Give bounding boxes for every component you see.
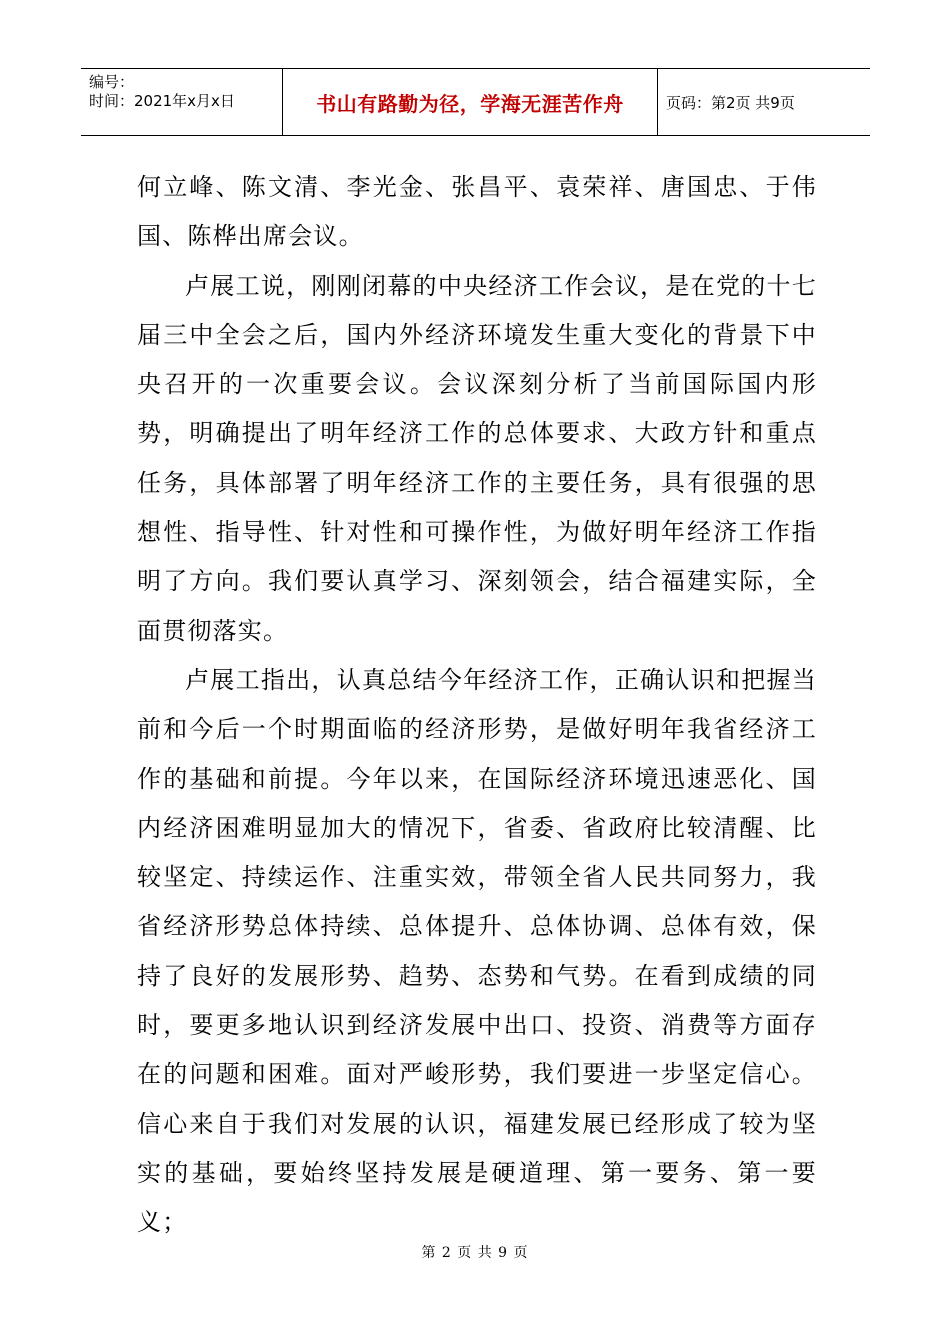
paragraph: 卢展工说，刚刚闭幕的中央经济工作会议，是在党的十七届三中全会之后，国内外经济环境发生重大变化的背景下中央召开的一次重要会议。会议深刻分析了当前国际国内形势，明确提出了明年经济工作的总体要求、大政方针和重点任务，具体部署了明年经济工作的主要任务，具有很强的思想性、指导性、针对性和可操作性，为做好明年经济工作指明了方向。我们要认真学习、深刻领会，结合福建实际，全面贯彻落实。 bbox=[137, 271, 817, 645]
paragraph-continuation: 何立峰、陈文清、李光金、张昌平、袁荣祥、唐国忠、于伟国、陈桦出席会议。 bbox=[137, 173, 817, 251]
document-body bbox=[137, 163, 817, 1248]
header-page-info: 页码：第2页 共9页 bbox=[666, 93, 795, 112]
paragraph: 卢展工指出，认真总结今年经济工作，正确认识和把握当前和今后一个时期面临的经济形势，是做好明年我省经济工作的基础和前提。今年以来，在国际经济环境迅速恶化、国内经济困难明显加大的情况下，省委、省政府比较清醒、比较坚定、持续运作、注重实效，带领全省人民共同努力，我省经济形势总体持续、总体提升、总体协调、总体有效，保持了良好的发展形势、趋势、态势和气势。在看到成绩的同时，要更多地认识到经济发展中出口、投资、消费等方面存在的问题和困难。面对严峻形势，我们要进一步坚定信心。信心来自于我们对发展的认识，福建发展已经形成了较为坚实的基础，要始终坚持发展是硬道理、第一要务、第一要义； bbox=[137, 665, 817, 1237]
page-footer: 第 2 页 共 9 页 bbox=[421, 1245, 529, 1261]
document-number-label: 编号： bbox=[89, 73, 135, 91]
document-header bbox=[81, 68, 870, 136]
document-time-label: 时间：2021年x月x日 bbox=[89, 92, 235, 110]
header-meta bbox=[81, 69, 283, 135]
header-motto: 书山有路勤为径，学海无涯苦作舟 bbox=[283, 69, 658, 135]
